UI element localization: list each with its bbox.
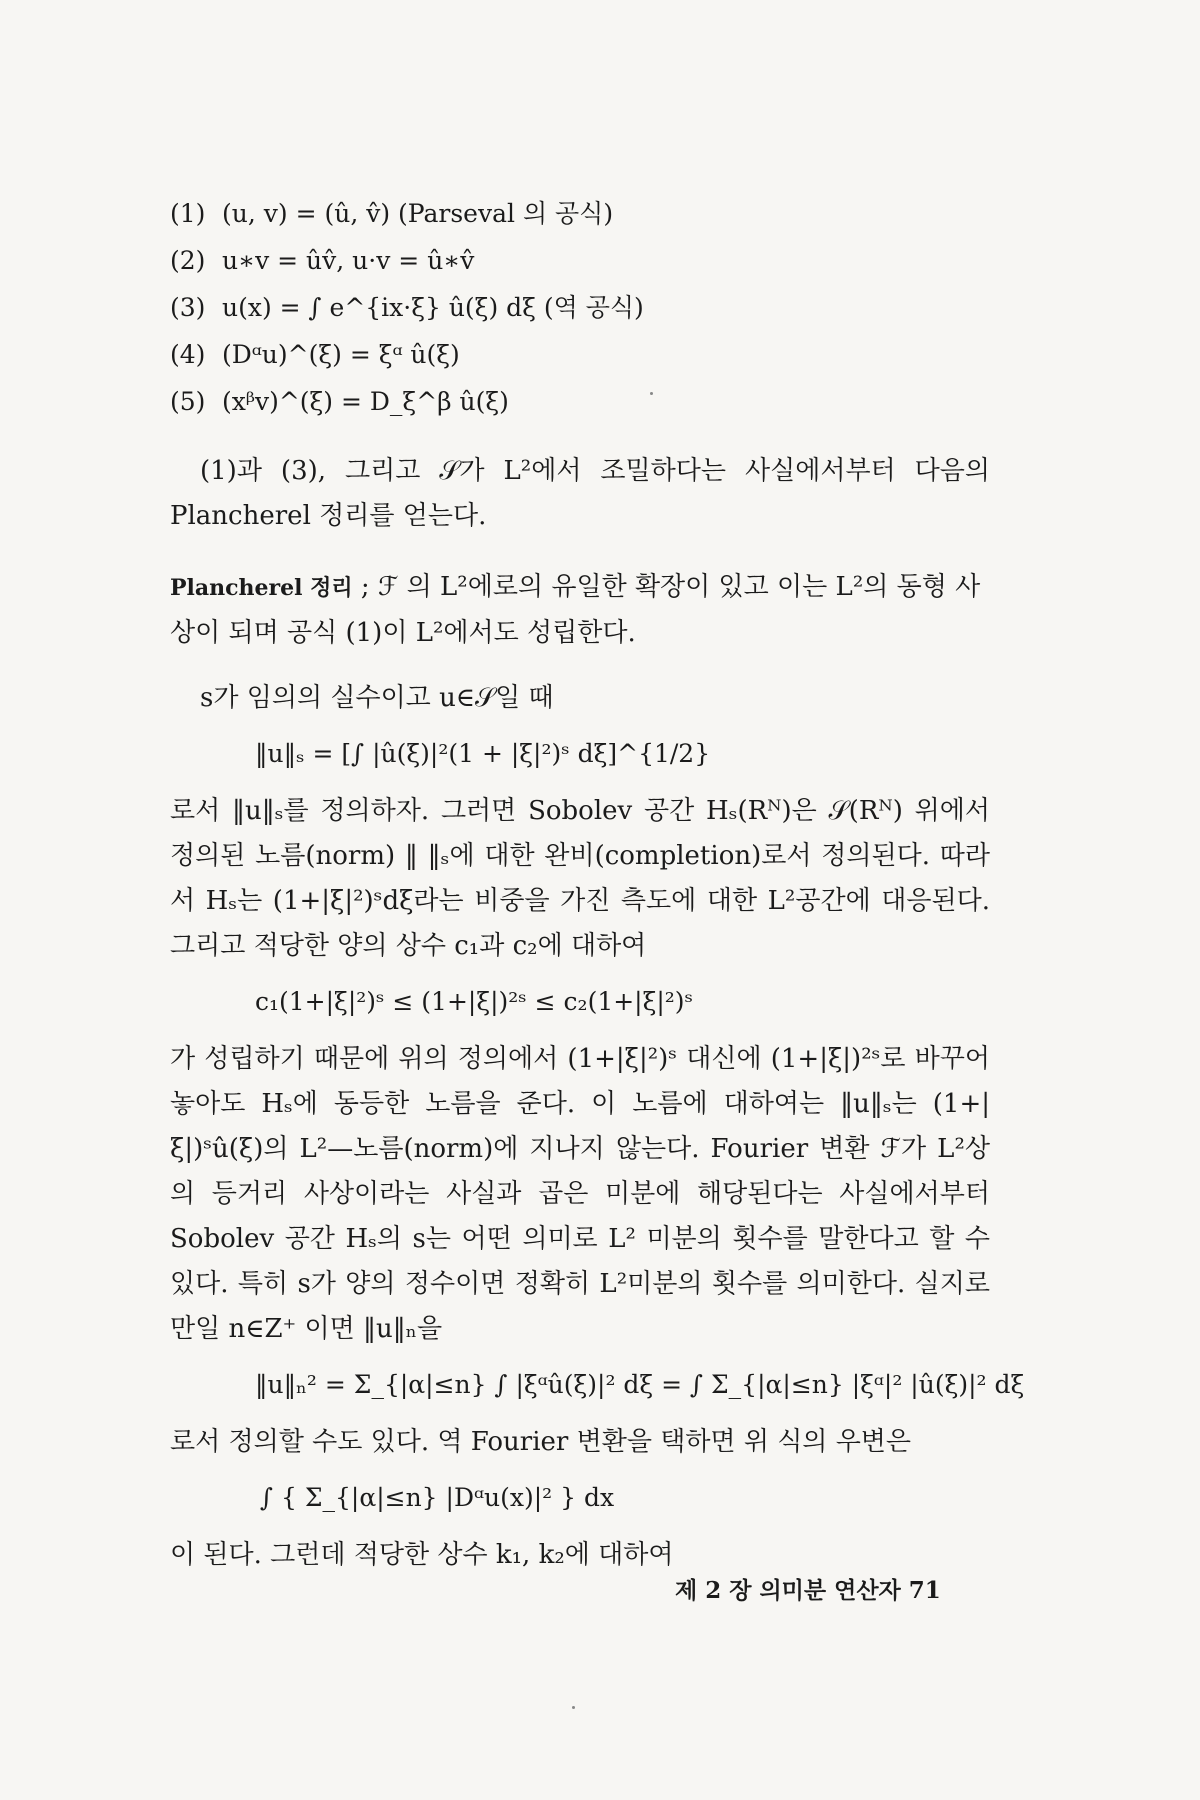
equation-sobolev-norm: ‖u‖ₛ = [∫ |û(ξ)|²(1 + |ξ|²)ˢ dξ]^{1/2} [255,739,711,768]
formula-3: (3) u(x) = ∫ e^{ix·ξ} û(ξ) dξ (역 공식) [170,293,644,322]
theorem-text: ; ℱ 의 L²에로의 유일한 확장이 있고 이는 L²의 동형 사상이 되며 공식 (1)이 L²에서도 성립한다. [170,572,981,648]
scan-speck [650,392,653,395]
formula-2: (2) u∗v = ûv̂, u·v = û∗v̂ [170,246,475,275]
paragraph-sobolev-space: 로서 ‖u‖ₛ를 정의하자. 그러면 Sobolev 공간 Hₛ(Rᴺ)은 𝒮(Rᴺ) 위에서 정의된 노름(norm) ‖ ‖ₛ에 대한 완비(completion)로서 정의된다. 따라서 Hₛ는 (1+|ξ|²)ˢdξ라는 비중을 가진 측도에 대한 L²공간에 대응된다. 그리고 적당한 양의 상수 c₁과 c₂에 대하여 [170,796,990,961]
equation-norm-bounds: c₁(1+|ξ|²)ˢ ≤ (1+|ξ|)²ˢ ≤ c₂(1+|ξ|²)ˢ [255,987,693,1016]
paragraph-equivalent-norm: 가 성립하기 때문에 위의 정의에서 (1+|ξ|²)ˢ 대신에 (1+|ξ|)²ˢ로 바꾸어 놓아도 Hₛ에 동등한 노름을 준다. 이 노름에 대하여는 ‖u‖ₛ는 (1+|ξ|)ˢû(ξ)의 L²—노름(norm)에 지나지 않는다. Fourier 변환 ℱ가 L²상의 등거리 사상이라는 사실과 곱은 미분에 해당된다는 사실에서부터 Sobolev 공간 Hₛ의 s는 어떤 의미로 L² 미분의 횟수를 말한다고 할 수 있다. 특히 s가 양의 정수이면 정확히 L²미분의 횟수를 의미한다. 실지로 만일 n∈Z⁺ 이면 ‖u‖ₙ을 [170,1044,990,1344]
formula-4: (4) (Dᵅu)^(ξ) = ξᵅ û(ξ) [170,340,460,369]
page-body [170,190,1025,1578]
page-footer: 제 2 장 의미분 연산자 71 [675,1577,941,1604]
equation-integer-norm: ‖u‖ₙ² = Σ_{|α|≤n} ∫ |ξᵅû(ξ)|² dξ = ∫ Σ_{|α|≤n} |ξᵅ|² |û(ξ)|² dξ [255,1370,1025,1399]
formula-1: (1) (u, v) = (û, v̂) (Parseval 의 공식) [170,199,614,228]
equation-derivative-sum: ∫ { Σ_{|α|≤n} |Dᵅu(x)|² } dx [260,1483,615,1512]
paragraph-constants: 이 된다. 그런데 적당한 상수 k₁, k₂에 대하여 [170,1540,674,1570]
paragraph-plancherel-intro: (1)과 (3), 그리고 𝒮가 L²에서 조밀하다는 사실에서부터 다음의 Plancherel 정리를 얻는다. [170,456,990,531]
theorem-plancherel [170,565,990,656]
formula-list [170,190,990,425]
paragraph-sobolev-def: s가 임의의 실수이고 u∈𝒮일 때 [200,683,554,713]
theorem-name: Plancherel 정리 [170,575,353,601]
paragraph-inverse-fourier: 로서 정의할 수도 있다. 역 Fourier 변환을 택하면 위 식의 우변은 [170,1427,912,1457]
scan-speck [572,1706,575,1709]
formula-5: (5) (xᵝv)^(ξ) = D_ξ^β û(ξ) [170,387,509,416]
